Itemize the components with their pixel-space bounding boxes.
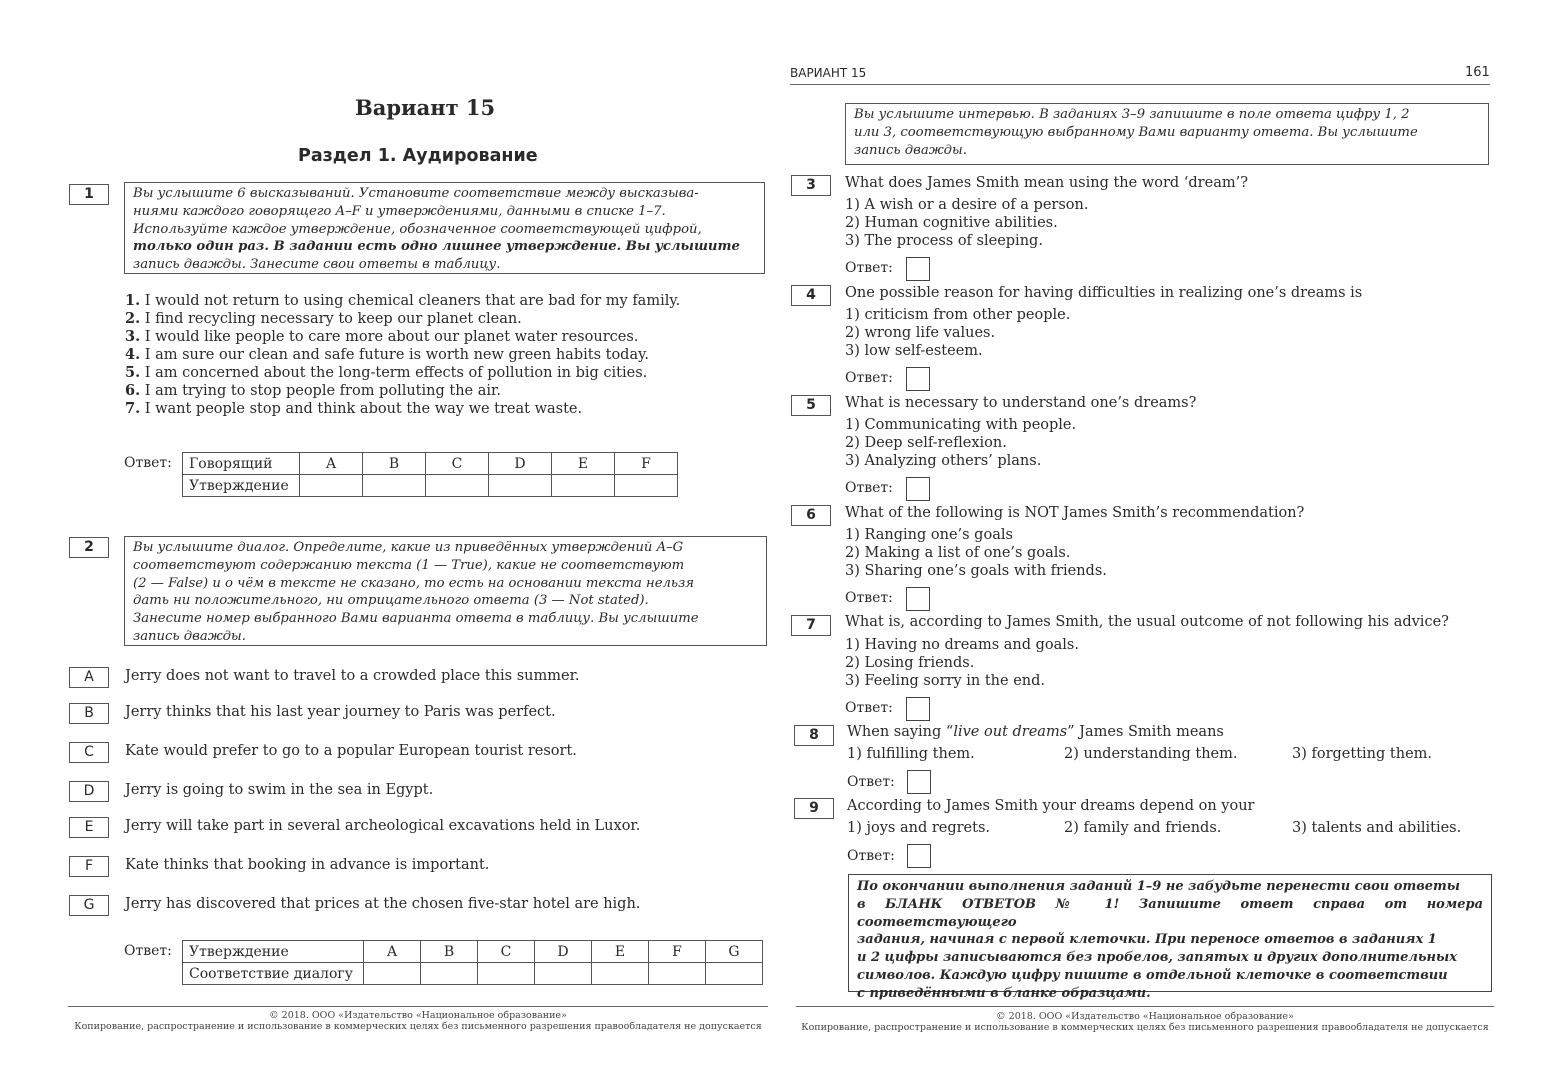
table-cell: E [592, 941, 649, 963]
answer-box[interactable] [906, 257, 930, 281]
answer-label: Ответ: [847, 774, 895, 790]
answer-label: Ответ: [845, 590, 893, 606]
task-number-3: 3 [791, 175, 831, 196]
page-number: 161 [1465, 65, 1490, 80]
instruction-line: (2 — False) и о чём в тексте не сказано, то есть на основании текста нельзя [133, 575, 695, 591]
task2-instruction [124, 536, 767, 646]
note-line: По окончании выполнения заданий 1–9 не забудьте перенести свои ответы [857, 879, 1461, 894]
list-item: 7. I want people stop and think about the way we treat waste. [125, 400, 583, 417]
instruction-line: Вы услышите интервью. В заданиях 3–9 запишите в поле ответа цифру 1, 2 [854, 107, 1410, 122]
answer-cell[interactable] [300, 475, 363, 497]
question-text: What is, according to James Smith, the usual outcome of not following his advice? [845, 614, 1449, 630]
instruction-line: дать ни положительного, ни отрицательного ответа (3 — Not stated). [133, 593, 649, 609]
task1-instruction [124, 182, 765, 274]
task1-answer-table [182, 452, 678, 497]
footer [796, 1011, 1494, 1033]
option: 3) forgetting them. [1292, 746, 1433, 762]
table-cell: B [363, 453, 426, 475]
table-header: Утверждение [183, 941, 364, 963]
item-letter-box: C [69, 742, 109, 763]
answer-cell[interactable] [592, 963, 649, 985]
variant-title: Вариант 15 [355, 95, 496, 120]
instruction-line: ниями каждого говорящего A–F и утверждениями, данными в списке 1–7. [133, 203, 666, 219]
item-text: Kate would prefer to go to a popular European tourist resort. [125, 743, 577, 759]
instruction-line: Занесите номер выбранного Вами варианта ответа в таблицу. Вы услышите [133, 611, 699, 627]
option: 1) joys and regrets. [847, 820, 991, 836]
task-number-5: 5 [791, 395, 831, 416]
footer [68, 1010, 768, 1032]
answer-cell[interactable] [489, 475, 552, 497]
instruction-line: запись дважды. Занесите свои ответы в таблицу. [133, 257, 501, 273]
answer-label: Ответ: [845, 370, 893, 386]
table-cell: D [489, 453, 552, 475]
table-cell: C [426, 453, 489, 475]
note-line: с приведёнными в бланке образцами. [857, 985, 1151, 1001]
option: 2) Making a list of one’s goals. [845, 545, 1071, 561]
item-text: Kate thinks that booking in advance is important. [125, 857, 490, 873]
item-text: Jerry is going to swim in the sea in Egypt. [125, 782, 434, 798]
footer-divider [796, 1006, 1494, 1007]
answer-label: Ответ: [845, 480, 893, 496]
option: 1) Having no dreams and goals. [845, 637, 1079, 653]
answer-label: Ответ: [847, 848, 895, 864]
table-cell: D [535, 941, 592, 963]
answer-box[interactable] [906, 367, 930, 391]
task-number-2: 2 [69, 537, 109, 558]
option: 1) Ranging one’s goals [845, 527, 1013, 543]
item-letter-box: A [69, 667, 109, 688]
item-letter-box: E [69, 817, 109, 838]
option: 2) family and friends. [1064, 820, 1222, 836]
option: 2) Deep self-reflexion. [845, 435, 1007, 451]
instruction-line: запись дважды. [854, 142, 967, 158]
table-cell: F [649, 941, 706, 963]
instruction-line: только один раз. В задании есть одно лишнее утверждение. Вы услышите [133, 239, 740, 255]
table-cell: G [706, 941, 763, 963]
task-number-4: 4 [791, 285, 831, 306]
footer-divider [68, 1006, 768, 1007]
answer-cell[interactable] [615, 475, 678, 497]
task-number-9: 9 [794, 798, 834, 819]
copyright: © 2018. ООО «Издательство «Национальное образование» [269, 1010, 567, 1021]
option: 3) Feeling sorry in the end. [845, 673, 1046, 689]
option: 3) Analyzing others’ plans. [845, 453, 1042, 469]
question-text: According to James Smith your dreams depend on your [847, 798, 1255, 814]
item-text: Jerry will take part in several archeological excavations held in Luxor. [125, 818, 641, 834]
transfer-answers-note [848, 874, 1492, 1001]
option: 2) wrong life values. [845, 325, 996, 341]
answer-cell[interactable] [426, 475, 489, 497]
answer-box[interactable] [906, 587, 930, 611]
answer-cell[interactable] [364, 963, 421, 985]
list-item: 2. I find recycling necessary to keep our planet clean. [125, 310, 522, 327]
table-cell: E [552, 453, 615, 475]
copyright: © 2018. ООО «Издательство «Национальное образование» [996, 1011, 1294, 1022]
header-divider [790, 84, 1490, 85]
answer-cell[interactable] [706, 963, 763, 985]
instruction-line: запись дважды. [133, 628, 246, 644]
option: 3) low self-esteem. [845, 343, 983, 359]
instruction-line: Вы услышите диалог. Определите, какие из приведённых утверждений A–G [133, 540, 684, 555]
note-line: задания, начиная с первой клеточки. При переносе ответов в заданиях 1 [857, 932, 1437, 948]
list-item: 5. I am concerned about the long-term effects of pollution in big cities. [125, 364, 648, 381]
answer-cell[interactable] [363, 475, 426, 497]
option: 1) fulfilling them. [847, 746, 975, 762]
task-number-7: 7 [791, 615, 831, 636]
answer-cell[interactable] [552, 475, 615, 497]
item-letter-box: B [69, 703, 109, 724]
item-text: Jerry has discovered that prices at the chosen five-star hotel are high. [125, 896, 641, 912]
instruction-line: Используйте каждое утверждение, обозначенное соответствующей цифрой, [133, 221, 702, 237]
answer-label: Ответ: [845, 700, 893, 716]
answer-box[interactable] [907, 770, 931, 794]
question-text: What does James Smith mean using the word ‘dream’? [845, 175, 1248, 191]
item-text: Jerry thinks that his last year journey to Paris was perfect. [125, 704, 556, 720]
list-item: 6. I am trying to stop people from polluting the air. [125, 382, 501, 399]
list-item: 1. I would not return to using chemical cleaners that are bad for my family. [125, 292, 681, 309]
section-title: Раздел 1. Аудирование [298, 146, 538, 166]
table-header: Утверждение [183, 475, 300, 497]
task-number-1: 1 [69, 184, 109, 205]
answer-cell[interactable] [535, 963, 592, 985]
option: 2) Losing friends. [845, 655, 975, 671]
right-page [780, 0, 1559, 1080]
task-number-6: 6 [791, 505, 831, 526]
answer-label: Ответ: [845, 260, 893, 276]
table-cell: C [478, 941, 535, 963]
table-cell: F [615, 453, 678, 475]
task-number-8: 8 [794, 725, 834, 746]
note-line: символов. Каждую цифру пишите в отдельной клеточке в соответствии [857, 967, 1448, 983]
question-text: What is necessary to understand one’s dreams? [845, 395, 1197, 411]
table-header: Говорящий [183, 453, 300, 475]
copyright-notice: Копирование, распространение и использование в коммерческих целях без письменного разрешения правообладателя не допускается [801, 1022, 1489, 1033]
answer-box[interactable] [906, 697, 930, 721]
option: 3) Sharing one’s goals with friends. [845, 563, 1107, 579]
question-text: One possible reason for having difficulties in realizing one’s dreams is [845, 285, 1363, 301]
option: 3) The process of sleeping. [845, 233, 1043, 249]
note-line: и 2 цифры записываются без пробелов, запятых и других дополнительных [857, 950, 1457, 966]
table-header: Соответствие диалогу [183, 963, 364, 985]
question-text: What of the following is NOT James Smith’s recommendation? [845, 505, 1305, 521]
list-item: 3. I would like people to care more about our planet water resources. [125, 328, 639, 345]
option: 1) A wish or a desire of a person. [845, 197, 1089, 213]
item-letter-box: D [69, 781, 109, 802]
answer-cell[interactable] [421, 963, 478, 985]
task2-answer-table [182, 940, 763, 985]
option: 3) talents and abilities. [1292, 820, 1462, 836]
answer-label: Ответ: [124, 943, 172, 959]
answer-cell[interactable] [649, 963, 706, 985]
note-line: в БЛАНК ОТВЕТОВ № 1! Запишите ответ справа от номера соответствующего [857, 896, 1483, 930]
table-cell: A [364, 941, 421, 963]
answer-box[interactable] [907, 844, 931, 868]
item-letter-box: G [69, 895, 109, 916]
copyright-notice: Копирование, распространение и использование в коммерческих целях без письменного разрешения правообладателя не допускается [74, 1021, 762, 1032]
answer-label: Ответ: [124, 455, 172, 471]
answer-box[interactable] [906, 477, 930, 501]
option: 2) Human cognitive abilities. [845, 215, 1058, 231]
option: 2) understanding them. [1064, 746, 1238, 762]
option: 1) Communicating with people. [845, 417, 1077, 433]
option: 1) criticism from other people. [845, 307, 1071, 323]
instruction-line: соответствуют содержанию текста (1 — True), какие не соответствуют [133, 557, 685, 573]
item-letter-box: F [69, 856, 109, 877]
instruction-line: Вы услышите 6 высказываний. Установите соответствие между высказыва- [133, 186, 699, 201]
question-text: When saying “live out dreams” James Smith means [847, 724, 1224, 740]
table-cell: B [421, 941, 478, 963]
answer-cell[interactable] [478, 963, 535, 985]
item-text: Jerry does not want to travel to a crowded place this summer. [125, 668, 580, 684]
table-cell: A [300, 453, 363, 475]
list-item: 4. I am sure our clean and safe future is worth new green habits today. [125, 346, 649, 363]
intro-instruction [845, 103, 1489, 165]
instruction-line: или 3, соответствующую выбранному Вами варианту ответа. Вы услышите [854, 124, 1418, 140]
running-header: ВАРИАНТ 15 [790, 66, 867, 80]
